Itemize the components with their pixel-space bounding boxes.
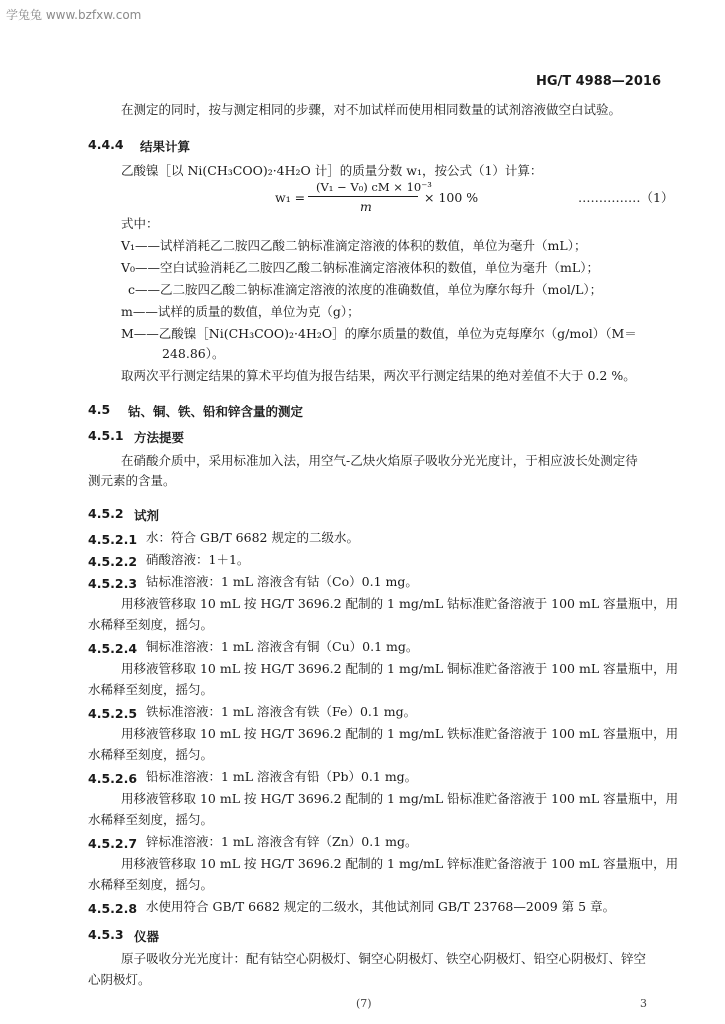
item-4-5-2-8-number: 4.5.2.8 — [88, 901, 138, 916]
formula-number: ……………（1） — [578, 190, 674, 205]
item-4-5-2-6-para2: 水稀释至刻度，摇匀。 — [88, 812, 214, 827]
method-summary-line1: 在硝酸介质中，采用标准加入法，用空气-乙炔火焰原子吸收分光光度计，于相应波长处测定待 — [121, 453, 638, 468]
var-molar-mass-cont: 248.86）。 — [162, 346, 225, 361]
page-number: 3 — [640, 997, 647, 1010]
item-4-5-2-7-para1: 用移液管移取 10 mL 按 HG/T 3696.2 配制的 1 mg/mL 锌标准贮备溶液于 100 mL 容量瓶中，用 — [121, 856, 679, 871]
item-4-5-2-5-number: 4.5.2.5 — [88, 706, 138, 721]
instrument-line1: 原子吸收分光光度计：配有钴空心阴极灯、铜空心阴极灯、铁空心阴极灯、铅空心阴极灯、锌空 — [121, 951, 647, 966]
item-4-5-2-3-para2: 水稀释至刻度，摇匀。 — [88, 617, 214, 632]
item-4-5-2-4-number: 4.5.2.4 — [88, 641, 138, 656]
item-4-5-2-1-text: 水：符合 GB/T 6682 规定的二级水。 — [146, 530, 359, 545]
item-4-5-2-3-text: 钴标准溶液：1 mL 溶液含有钴（Co）0.1 mg。 — [146, 574, 418, 589]
formula-intro: 乙酸镍［以 Ni(CH₃COO)₂·4H₂O 计］的质量分数 w₁，按公式（1）计算： — [121, 163, 543, 178]
watermark: 学兔兔 www.bzfxw.com — [6, 8, 142, 22]
section-4-5-2-title: 试剂 — [134, 508, 160, 523]
section-4-5-number: 4.5 — [88, 402, 111, 417]
formula-fraction-bar — [308, 196, 418, 197]
item-4-5-2-4-para2: 水稀释至刻度，摇匀。 — [88, 682, 214, 697]
item-4-5-2-3-para1: 用移液管移取 10 mL 按 HG/T 3696.2 配制的 1 mg/mL 钴标准贮备溶液于 100 mL 容量瓶中，用 — [121, 596, 679, 611]
item-4-5-2-7-para2: 水稀释至刻度，摇匀。 — [88, 877, 214, 892]
formula-numerator: (V₁ − V₀) cM × 10⁻³ — [316, 180, 432, 194]
formula-denominator: m — [360, 199, 372, 214]
var-m: m——试样的质量的数值，单位为克（g）； — [121, 304, 360, 319]
where-label: 式中： — [121, 216, 159, 231]
section-4-4-4-title: 结果计算 — [140, 139, 191, 154]
item-4-5-2-2-text: 硝酸溶液：1＋1。 — [146, 552, 250, 567]
item-4-5-2-5-text: 铁标准溶液：1 mL 溶液含有铁（Fe）0.1 mg。 — [146, 704, 417, 719]
var-c: c——乙二胺四乙酸二钠标准滴定溶液的浓度的准确数值，单位为摩尔每升（mol/L）； — [128, 282, 603, 297]
item-4-5-2-1-number: 4.5.2.1 — [88, 532, 138, 547]
formula-lhs: w₁ = — [275, 190, 306, 205]
item-4-5-2-8-text: 水使用符合 GB/T 6682 规定的二级水，其他试剂同 GB/T 23768—2009 第 5 章。 — [146, 899, 616, 914]
item-4-5-2-6-text: 铅标准溶液：1 mL 溶液含有铅（Pb）0.1 mg。 — [146, 769, 418, 784]
var-v0: V₀——空白试验消耗乙二胺四乙酸二钠标准滴定溶液体积的数值，单位为毫升（mL）； — [121, 260, 599, 275]
var-molar-mass: M——乙酸镍［Ni(CH₃COO)₂·4H₂O］的摩尔质量的数值，单位为克每摩尔（g/mol）（M＝ — [121, 326, 637, 341]
formula-tail: × 100 % — [424, 190, 479, 205]
item-4-5-2-5-para2: 水稀释至刻度，摇匀。 — [88, 747, 214, 762]
footer-center-mark: (7) — [356, 997, 372, 1010]
item-4-5-2-4-text: 铜标准溶液：1 mL 溶液含有铜（Cu）0.1 mg。 — [146, 639, 419, 654]
section-4-4-4-number: 4.4.4 — [88, 137, 124, 152]
item-4-5-2-3-number: 4.5.2.3 — [88, 576, 138, 591]
method-summary-line2: 测元素的含量。 — [88, 473, 176, 488]
standard-code-header: HG/T 4988—2016 — [535, 74, 661, 89]
item-4-5-2-7-text: 锌标准溶液：1 mL 溶液含有锌（Zn）0.1 mg。 — [146, 834, 418, 849]
section-4-5-title: 钴、铜、铁、铅和锌含量的测定 — [128, 404, 304, 419]
section-4-5-3-number: 4.5.3 — [88, 927, 124, 942]
section-4-5-1-number: 4.5.1 — [88, 428, 124, 443]
item-4-5-2-2-number: 4.5.2.2 — [88, 554, 138, 569]
item-4-5-2-7-number: 4.5.2.7 — [88, 836, 138, 851]
section-4-5-2-number: 4.5.2 — [88, 506, 124, 521]
blank-test-paragraph: 在测定的同时，按与测定相同的步骤，对不加试样而使用相同数量的试剂溶液做空白试验。 — [121, 102, 622, 117]
result-paragraph: 取两次平行测定结果的算术平均值为报告结果，两次平行测定结果的绝对差值不大于 0.2 %。 — [121, 368, 636, 383]
instrument-line2: 心阴极灯。 — [88, 972, 151, 987]
item-4-5-2-6-number: 4.5.2.6 — [88, 771, 138, 786]
var-v1: V₁——试样消耗乙二胺四乙酸二钠标准滴定溶液的体积的数值，单位为毫升（mL）； — [121, 238, 587, 253]
section-4-5-1-title: 方法提要 — [134, 430, 185, 445]
item-4-5-2-5-para1: 用移液管移取 10 mL 按 HG/T 3696.2 配制的 1 mg/mL 铁标准贮备溶液于 100 mL 容量瓶中，用 — [121, 726, 679, 741]
section-4-5-3-title: 仪器 — [134, 929, 160, 944]
item-4-5-2-4-para1: 用移液管移取 10 mL 按 HG/T 3696.2 配制的 1 mg/mL 铜标准贮备溶液于 100 mL 容量瓶中，用 — [121, 661, 679, 676]
item-4-5-2-6-para1: 用移液管移取 10 mL 按 HG/T 3696.2 配制的 1 mg/mL 铅标准贮备溶液于 100 mL 容量瓶中，用 — [121, 791, 679, 806]
